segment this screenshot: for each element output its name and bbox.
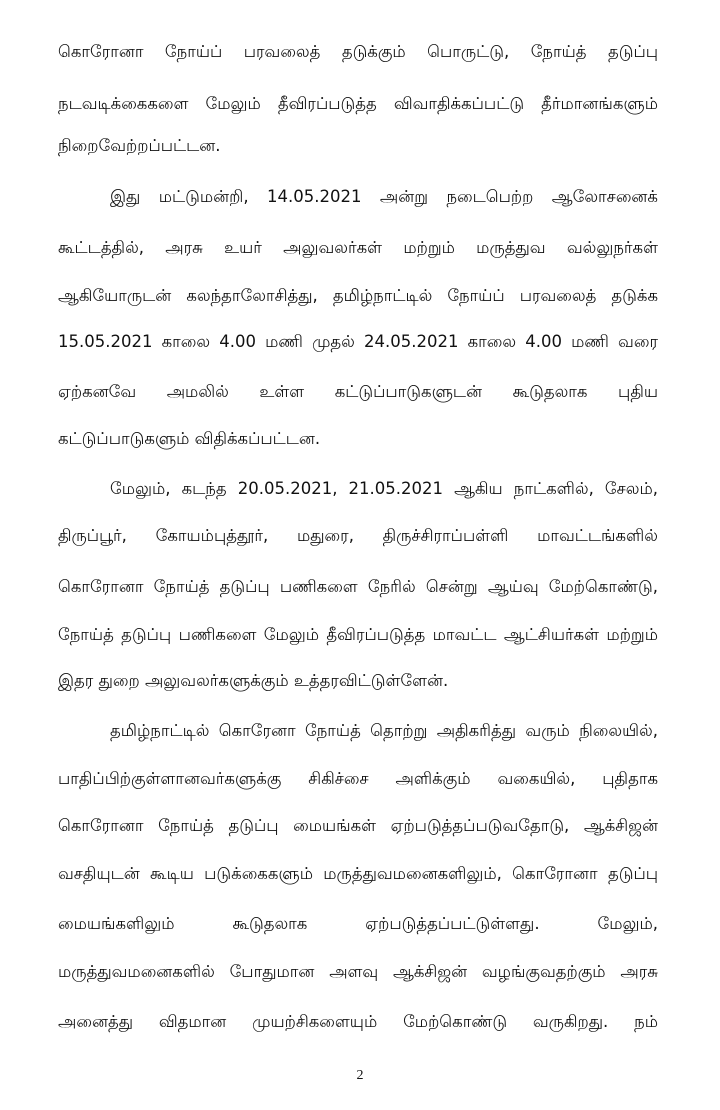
text-line: மையங்களிலும் கூடுதலாக ஏற்படுத்தப்பட்டுள்ளது. மேலும், [58,914,658,933]
text-line: நிறைவேற்றப்பட்டன. [58,136,221,155]
text-line: மருத்துவமனைகளில் போதுமான அளவு ஆக்சிஜன் வழங்குவதற்கும் அரசு [58,962,658,981]
text-line: கொரோனா நோய்த் தடுப்பு பணிகளை நேரில் சென்று ஆய்வு மேற்கொண்டு, [58,577,658,596]
text-line: கூட்டத்தில், அரசு உயர் அலுவலர்கள் மற்றும் மருத்துவ வல்லுநர்கள் [58,238,658,257]
text-line: திருப்பூர், கோயம்புத்தூர், மதுரை, திருச்சிராப்பள்ளி மாவட்டங்களில் [58,526,658,545]
text-line: கட்டுப்பாடுகளும் விதிக்கப்பட்டன. [58,429,321,448]
text-line: அனைத்து விதமான முயற்சிகளையும் மேற்கொண்டு வருகிறது. நம் [58,1012,658,1031]
text-line: இது மட்டுமன்றி, 14.05.2021 அன்று நடைபெற்ற ஆலோசனைக் [110,187,658,206]
text-line: இதர துறை அலுவலர்களுக்கும் உத்தரவிட்டுள்ளேன். [58,671,449,690]
text-line: கொரோனா நோய்ப் பரவலைத் தடுக்கும் பொருட்டு, நோய்த் தடுப்பு [58,42,658,61]
text-line: வசதியுடன் கூடிய படுக்கைகளும் மருத்துவமனைகளிலும், கொரோனா தடுப்பு [58,864,658,883]
text-line: நோய்த் தடுப்பு பணிகளை மேலும் தீவிரப்படுத்த மாவட்ட ஆட்சியர்கள் மற்றும் [58,625,658,644]
text-line: 15.05.2021 காலை 4.00 மணி முதல் 24.05.2021 காலை 4.00 மணி வரை [58,332,658,351]
text-line: தமிழ்நாட்டில் கொரேனா நோய்த் தொற்று அதிகரித்து வரும் நிலையில், [110,721,658,740]
text-line: நடவடிக்கைகளை மேலும் தீவிரப்படுத்த விவாதிக்கப்பட்டு தீர்மானங்களும் [58,94,658,113]
text-line: ஏற்கனவே அமலில் உள்ள கட்டுப்பாடுகளுடன் கூடுதலாக புதிய [58,382,658,401]
text-line: பாதிப்பிற்குள்ளானவர்களுக்கு சிகிச்சை அளிக்கும் வகையில், புதிதாக [58,769,658,788]
text-line: கொரோனா நோய்த் தடுப்பு மையங்கள் ஏற்படுத்தப்படுவதோடு, ஆக்சிஜன் [58,816,658,835]
text-line: ஆகியோருடன் கலந்தாலோசித்து, தமிழ்நாட்டில் நோய்ப் பரவலைத் தடுக்க [58,286,658,305]
page-number: 2 [356,1068,364,1083]
text-line: மேலும், கடந்த 20.05.2021, 21.05.2021 ஆகிய நாட்களில், சேலம், [110,479,658,498]
